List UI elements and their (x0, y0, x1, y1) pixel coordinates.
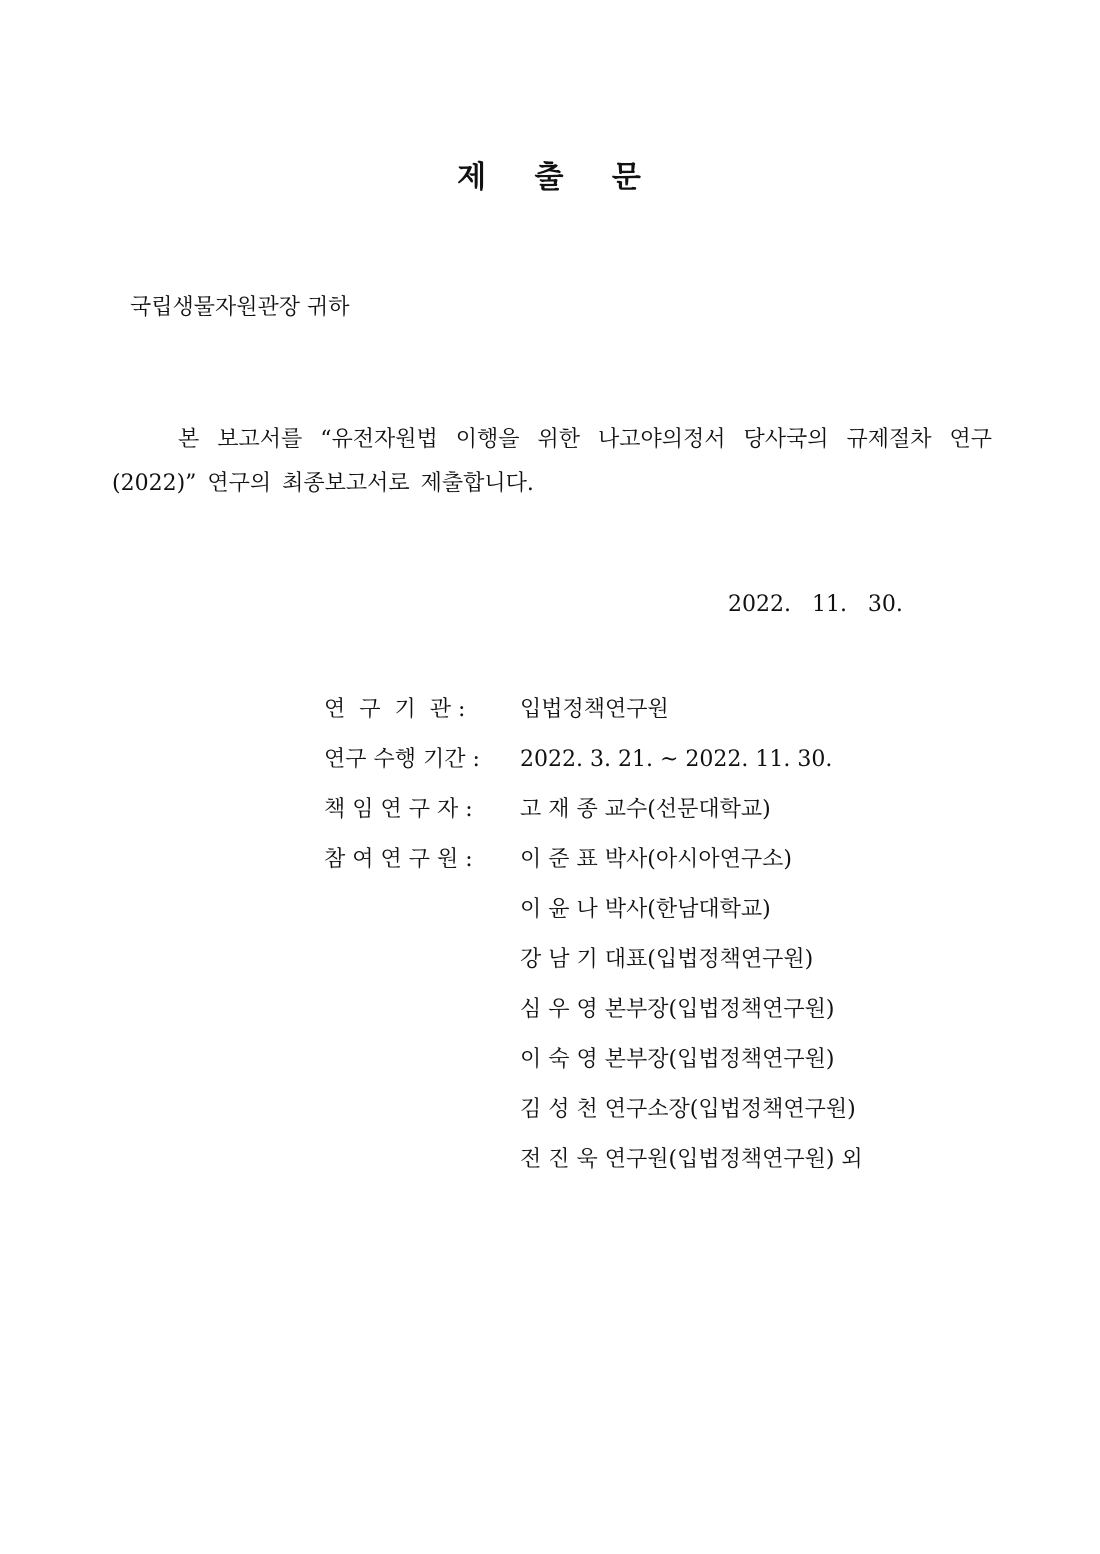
participant-item: 심 우 영 본부장(입법정책연구원) (520, 997, 835, 1022)
participant-item: 김 성 천 연구소장(입법정책연구원) (520, 1097, 856, 1122)
info-row-participant (324, 938, 863, 988)
recipient-line: 국립생물자원관장 귀하 (130, 295, 350, 320)
research-info (324, 688, 863, 1188)
participant-item: 강 남 기 대표(입법정책연구원) (520, 947, 814, 972)
page-title: 제 출 문 (457, 160, 643, 195)
info-row-participant (324, 1038, 863, 1088)
participant-item: 이 숙 영 본부장(입법정책연구원) (520, 1047, 835, 1072)
institution-value: 입법정책연구원 (520, 697, 669, 722)
info-row-participant (324, 888, 863, 938)
info-row-participant (324, 838, 863, 888)
info-row-participant (324, 1088, 863, 1138)
participant-item: 전 진 욱 연구원(입법정책연구원) 외 (520, 1147, 863, 1172)
info-row-period (324, 738, 863, 788)
submission-statement: 본 보고서를 “유전자원법 이행을 위한 나고야의정서 당사국의 규제절차 연구(2022)” 연구의 최종보고서로 제출합니다. (112, 427, 992, 496)
submission-date: 2022. 11. 30. (728, 592, 903, 617)
period-value: 2022. 3. 21. ~ 2022. 11. 30. (520, 747, 833, 772)
participants-label: 참 여 연 구 원 : (324, 847, 473, 872)
institution-label: 연 구 기 관 : (324, 697, 466, 722)
lead-researcher-value: 고 재 종 교수(선문대학교) (520, 797, 771, 822)
info-row-participant (324, 988, 863, 1038)
period-label: 연구 수행 기간 : (324, 747, 480, 772)
info-row-institution (324, 688, 863, 738)
info-row-lead (324, 788, 863, 838)
participant-item: 이 준 표 박사(아시아연구소) (520, 847, 792, 872)
participant-item: 이 윤 나 박사(한남대학교) (520, 897, 771, 922)
lead-researcher-label: 책 임 연 구 자 : (324, 797, 473, 822)
info-row-participant (324, 1138, 863, 1188)
